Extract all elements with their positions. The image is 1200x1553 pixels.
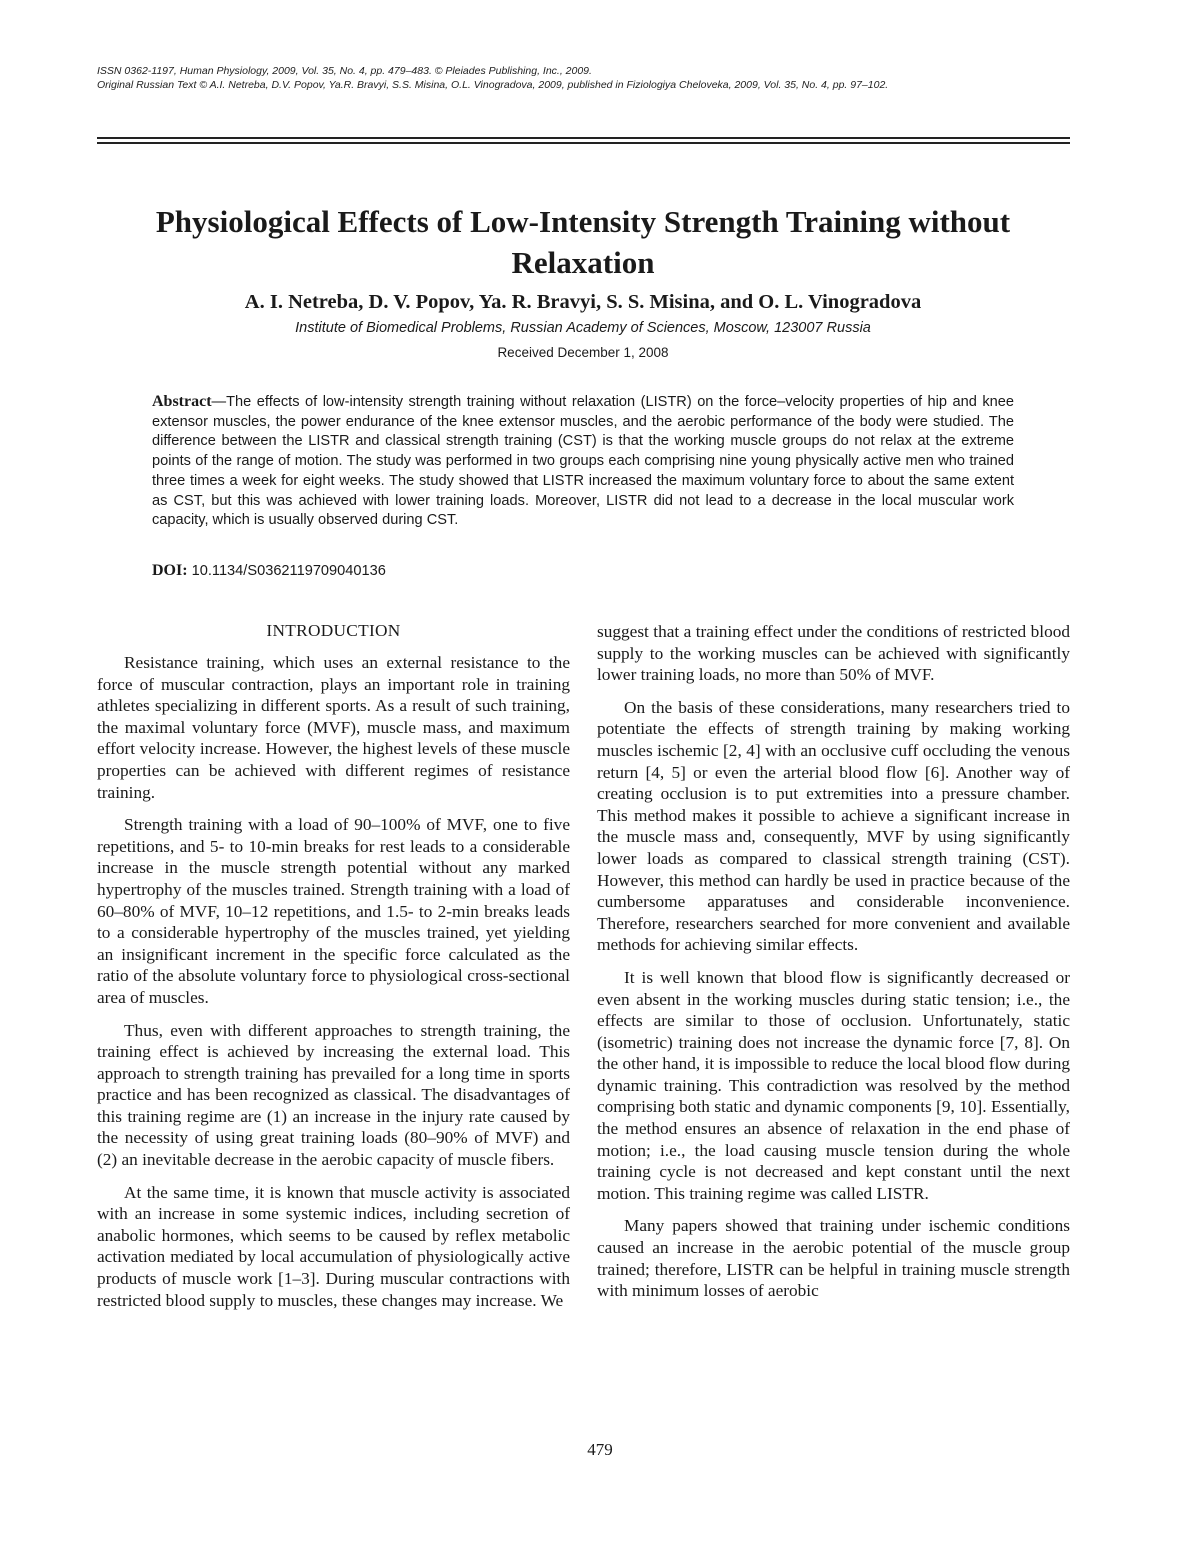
paragraph: At the same time, it is known that muscle activity is associated with an increase in some systemic indices, including secretion of anabolic hormones, which seems to be caused by reflex metabolic activation mediated by local accumulation of physiologically active products of muscle work [1–3]. During muscular contractions with restricted blood supply to muscles, these changes may increase. We — [97, 1182, 570, 1310]
paper-title: Physiological Effects of Low-Intensity Strength Training without Relaxation — [155, 204, 1011, 280]
paragraph: It is well known that blood flow is significantly decreased or even absent in the working muscles during static tension; i.e., the effects are similar to those of occlusion. Unfortunately, static (isometric) training does not increase the dynamic force [7, 8]. On the other hand, it is impossible to reduce the local blood flow during dynamic training. This contradiction was resolved by the method comprising both static and dynamic components [9, 10]. Essentially, the method ensures an absence of relaxation in the end phase of motion; i.e., the load causing muscle tension during the whole training cycle is not decreased and kept constant until the next motion. This training regime was called LISTR. — [597, 967, 1070, 1203]
received-date: Received December 1, 2008 — [497, 345, 669, 360]
doi-label: DOI: — [152, 562, 188, 579]
abstract-text: —The effects of low-intensity strength training without relaxation (LISTR) on the force–velocity properties of hip and knee extensor muscles, the power endurance of the knee extensor muscles, and the aerobic performance of the body were studied. The difference between the LISTR and classical strength training (CST) is that the working muscle groups do not relax at the extreme points of the range of motion. The study was performed in two groups each comprising nine young physically active men who trained three times a week for eight weeks. The study showed that LISTR increased the maximum voluntary force to about the same extent as CST, but this was achieved with lower training loads. Moreover, LISTR did not lead to a decrease in the local muscular work capacity, which is usually observed during CST. — [152, 394, 1014, 529]
paragraph: Many papers showed that training under ischemic conditions caused an increase in the aerobic potential of the muscle group trained; therefore, LISTR can be helpful in training muscle strength with minimum losses of aerobic — [597, 1216, 1070, 1301]
section-heading-introduction: INTRODUCTION — [266, 621, 401, 640]
header-line-original: Original Russian Text © A.I. Netreba, D.V. Popov, Ya.R. Bravyi, S.S. Misina, O.L. Vinogradova, 2009, published in Fiziologiya Cheloveka, 2009, Vol. 35, No. 4, pp. 97–102. — [97, 79, 889, 91]
paragraph-continued: suggest that a training effect under the conditions of restricted blood supply to the working muscles can be achieved with significantly lower training loads, no more than 50% of MVF. — [597, 622, 1070, 685]
right-column — [597, 621, 1070, 1313]
doi — [152, 562, 386, 580]
header-rule-bottom — [97, 142, 1070, 144]
abstract — [152, 392, 1014, 531]
author-list: A. I. Netreba, D. V. Popov, Ya. R. Bravyi, S. S. Misina, and O. L. Vinogradova — [244, 291, 922, 313]
running-header — [97, 64, 1097, 92]
paragraph: Thus, even with different approaches to strength training, the training effect is achieved by increasing the external load. This approach to strength training has prevailed for a long time in sports practice and has been recognized as classical. The disadvantages of this training regime are (1) an increase in the injury rate caused by the necessity of using great training loads (80–90% of MVF) and (2) an inevitable decrease in the aerobic capacity of muscle fibers. — [97, 1020, 570, 1170]
left-column — [97, 620, 570, 1322]
page-number: 479 — [587, 1440, 613, 1459]
paragraph: Strength training with a load of 90–100% of MVF, one to five repetitions, and 5- to 10-min breaks for rest leads to a considerable increase in the muscle strength potential without any marked hypertrophy of the muscles trained. Strength training with a load of 60–80% of MVF, 10–12 repetitions, and 1.5- to 2-min breaks leads to a considerable hypertrophy of the muscles trained, yet yielding an insignificant increment in the specific force calculated as the ratio of the absolute voluntary force to physiological cross-sectional area of muscles. — [97, 815, 570, 1007]
affiliation: Institute of Biomedical Problems, Russian Academy of Sciences, Moscow, 123007 Russia — [295, 320, 871, 336]
abstract-label: Abstract — [152, 393, 212, 410]
header-line-issn: ISSN 0362-1197, Human Physiology, 2009, Vol. 35, No. 4, pp. 479–483. © Pleiades Publishing, Inc., 2009. — [97, 65, 592, 77]
paragraph: Resistance training, which uses an external resistance to the force of muscular contraction, plays an important role in training athletes specializing in different sports. As a result of such training, the maximal voluntary force (MVF), muscle mass, and maximum effort velocity increase. However, the highest levels of these muscle properties can be achieved with different regimes of resistance training. — [97, 653, 570, 802]
doi-value: 10.1134/S0362119709040136 — [191, 563, 386, 579]
paragraph: On the basis of these considerations, many researchers tried to potentiate the effects of strength training by making working muscles ischemic [2, 4] with an occlusive cuff occluding the venous return [4, 5] or even the arterial blood flow [6]. Another way of creating occlusion is to put extremities into a pressure chamber. This method makes it possible to achieve a significant increase in the muscle mass and, consequently, MVF by using significantly lower loads as compared to classical strength training (CST). However, this method can hardly be used in practice because of the cumbersome apparatuses and considerable inconvenience. Therefore, researchers searched for more convenient and available methods for achieving similar effects. — [597, 697, 1070, 955]
header-rule-top — [97, 137, 1070, 139]
